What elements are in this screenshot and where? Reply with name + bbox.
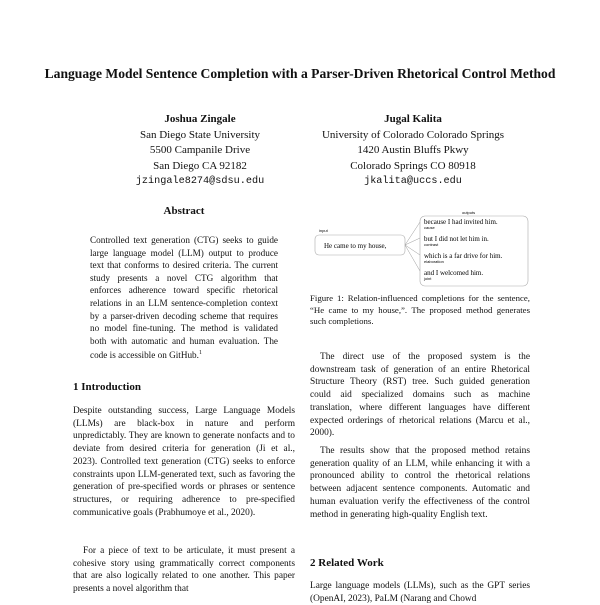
figure-output-relation: cause [424,225,435,230]
right-paragraph-2: The results show that the proposed method retains generation quality of an LLM, while enhancing it with a pronounced ability to control the rhetorical relations between adjacent sentence components. Automatic and human evaluation verify the effectiveness of the control method in generating high-quality English text. [310,446,530,520]
abstract-text [90,234,278,362]
section-heading-related-work: 2 Related Work [310,557,384,569]
figure-output-relation: contrast [424,242,439,247]
figure-connector [405,245,420,271]
author-city: Colorado Springs CO 80918 [350,159,476,172]
author-name: Jugal Kalita [384,113,442,125]
figure-1-caption: Figure 1: Relation-influenced completions for the sentence, “He came to my house,”. The proposed method generates such completions. [310,293,530,327]
footnote-mark: 1 [198,350,202,357]
figure-connector [405,245,420,255]
figure-output-text: which is a far drive for him. [424,252,503,260]
figure-input-label: input [319,228,328,233]
figure-output-relation: joint [424,276,432,281]
figure-output-text: because I had invited him. [424,218,498,226]
figure-output-text: and I welcomed him. [424,269,484,277]
author-email: jkalita@uccs.edu [364,176,462,188]
related-paragraph-1: Large language models (LLMs), such as the GPT series (OpenAI, 2023), PaLM (Narang and Chowd [310,581,530,604]
figure-input-text: He came to my house, [324,242,387,250]
paper-title: Language Model Sentence Completion with a Parser-Driven Rhetorical Control Method [44,66,556,81]
author-street: 1420 Austin Bluffs Pkwy [357,144,469,157]
figure-outputs-label: outputs [462,210,476,215]
figure-output-relation: elaboration [424,259,444,264]
author-affiliation: San Diego State University [139,128,261,141]
author-email: jzingale8274@sdsu.edu [135,176,265,188]
section-heading-introduction: 1 Introduction [73,381,141,393]
author-block-1 [85,112,315,190]
author-city: San Diego CA 92182 [153,159,247,172]
right-paragraph-1: The direct use of the proposed system is the downstream task of generation of an entire Rhetorical Structure Theory (RST) tree. Such guided generation could aid specialized domains such as machine translation, where different languages have different expected orderings of rhetorical relations (Marcu et al., 2000). [310,352,530,439]
author-name: Joshua Zingale [164,113,236,125]
figure-output-text: but I did not let him in. [424,235,489,243]
abstract-body: Controlled text generation (CTG) seeks to guide large language model (LLM) output to produce text that conforms to desired criteria. The current study presents a novel CTG algorithm that enforces adherence toward specific rhetorical relations in an LLM sentence-completion context by a parser-driven decoding scheme that requires no model fine-tuning. The method is validated both with automatic and human evaluation. The code is accessible on GitHub. [90,235,278,361]
author-block-2 [288,112,538,190]
author-street: 5500 Campanile Drive [149,144,251,157]
intro-paragraph-2: For a piece of text to be articulate, it must present a cohesive story using grammatically correct components that are also logically related to one another. This paper presents a novel algorithm that [73,546,295,595]
abstract-heading: Abstract [163,205,205,217]
author-affiliation: University of Colorado Colorado Springs [321,128,505,141]
intro-paragraph-1: Despite outstanding success, Large Language Models (LLMs) are black-box in nature and perform unpredictably. They are known to generate nonfacts and to deviate from desired criteria for generation (Ji et al., 2023). Controlled text generation (CTG) seeks to enforce constraints upon LLM-generated text, such as favoring the generation of pre-specified words or phrases or sentence structures, or requiring adherence to pre-specified communicative goals (Prabhumoye et al., 2020). [73,406,295,518]
figure-1 [312,208,532,288]
